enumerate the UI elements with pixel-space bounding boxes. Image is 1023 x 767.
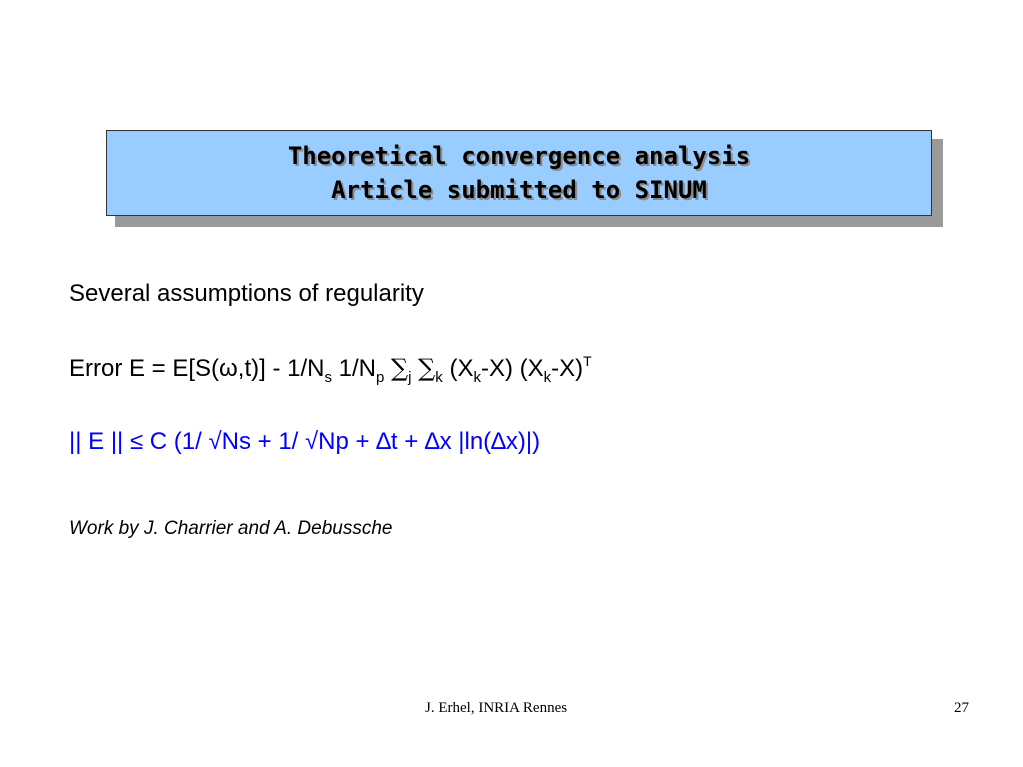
k-subscript: k — [435, 369, 443, 386]
term1-subscript: k — [473, 369, 481, 386]
term2-close: -X) — [551, 355, 584, 382]
np-subscript: p — [375, 369, 385, 386]
j-subscript: j — [408, 369, 412, 386]
slide-title-line-2: Article submitted to SINUM — [331, 176, 707, 204]
ns-subscript: s — [324, 369, 332, 386]
credits-text: Work by J. Charrier and A. Debussche — [69, 518, 393, 539]
transpose-superscript: T — [583, 353, 592, 369]
error-formula-prefix: Error E = E[S(ω,t)] - 1/N — [69, 355, 325, 382]
sum-j-symbol: ∑ — [390, 354, 409, 382]
term1-close: -X) (X — [480, 355, 544, 382]
term1-open: (X — [449, 355, 474, 382]
slide-title-box — [106, 130, 932, 216]
error-formula-mid: 1/N — [331, 355, 376, 382]
error-formula — [69, 353, 592, 386]
bound-formula: || E || ≤ C (1/ √Ns + 1/ √Np + ∆t + ∆x |ln(∆x)|) — [69, 428, 541, 455]
sum-k-symbol: ∑ — [418, 354, 436, 382]
footer-page-number: 27 — [954, 700, 969, 716]
slide-title-line-1: Theoretical convergence analysis — [287, 142, 751, 170]
assumptions-text: Several assumptions of regularity — [69, 280, 424, 307]
term2-subscript: k — [543, 369, 552, 386]
footer-author: J. Erhel, INRIA Rennes — [425, 700, 568, 716]
